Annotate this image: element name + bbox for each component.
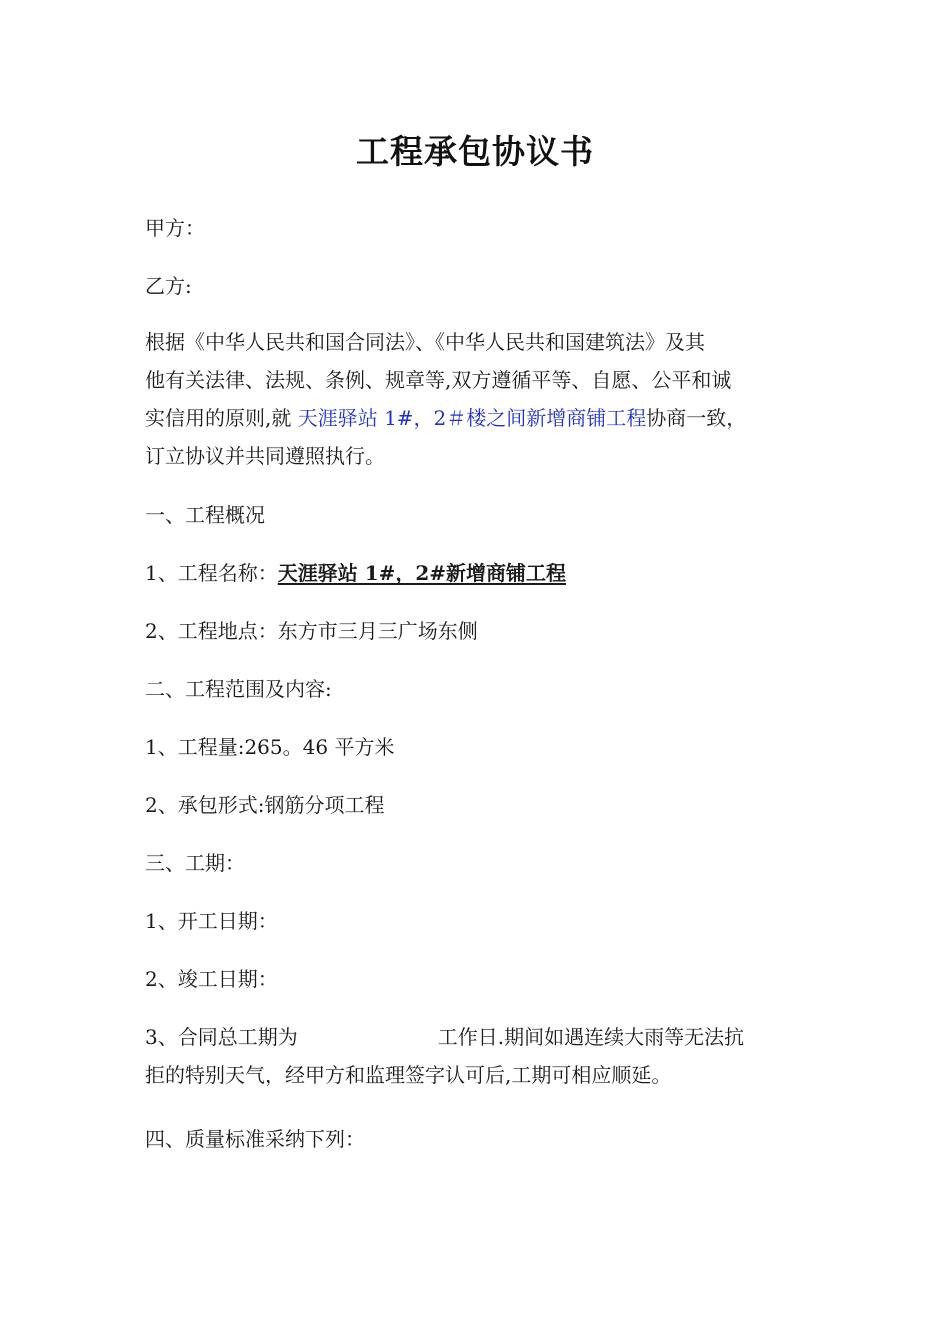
party-a-label: 甲方：	[145, 216, 205, 240]
section-4-heading: 四、质量标准采纳下列：	[145, 1127, 365, 1151]
intro-paragraph	[145, 323, 815, 475]
section-2-heading: 二、工程范围及内容:	[145, 677, 332, 701]
intro-line-4: 订立协议并共同遵照执行。	[145, 444, 385, 468]
party-b-label: 乙方:	[145, 274, 192, 298]
project-name-row	[145, 554, 815, 592]
project-quantity: 1、工程量:265。46 平方米	[145, 735, 395, 759]
intro-line-3	[145, 399, 815, 437]
start-date: 1、开工日期：	[145, 909, 278, 933]
completion-date: 2、竣工日期：	[145, 967, 278, 991]
section-3-heading: 三、工期：	[145, 851, 245, 875]
total-duration-paragraph	[145, 1018, 815, 1094]
project-name-value: 天涯驿站 1#，2#新增商铺工程	[277, 561, 567, 585]
intro-line-2: 他有关法律、法规、条例、规章等,双方遵循平等、自愿、公平和诚	[145, 368, 732, 392]
intro-project-name: 天涯驿站 1#，2＃楼之间新增商铺工程	[297, 406, 647, 430]
intro-line-3-suffix: 协商一致，	[646, 406, 747, 430]
project-name-label: 1、工程名称：	[145, 561, 278, 585]
total-duration-suffix: 工作日.期间如遇连续大雨等无法抗	[437, 1025, 745, 1049]
total-duration-line-2: 拒的特别天气，经甲方和监理签字认可后,工期可相应顺延。	[145, 1063, 672, 1087]
document-title: 工程承包协议书	[356, 132, 594, 171]
intro-line-1: 根据《中华人民共和国合同法》、《中华人民共和国建筑法》及其	[145, 330, 705, 354]
total-duration-line-1	[145, 1018, 815, 1056]
section-1-heading: 一、工程概况	[145, 503, 265, 527]
project-location: 2、工程地点：东方市三月三广场东侧	[145, 619, 478, 643]
intro-line-3-prefix: 实信用的原则,就	[145, 406, 298, 430]
contract-form: 2、承包形式:钢筋分项工程	[145, 793, 385, 817]
total-duration-prefix: 3、合同总工期为	[145, 1025, 298, 1049]
